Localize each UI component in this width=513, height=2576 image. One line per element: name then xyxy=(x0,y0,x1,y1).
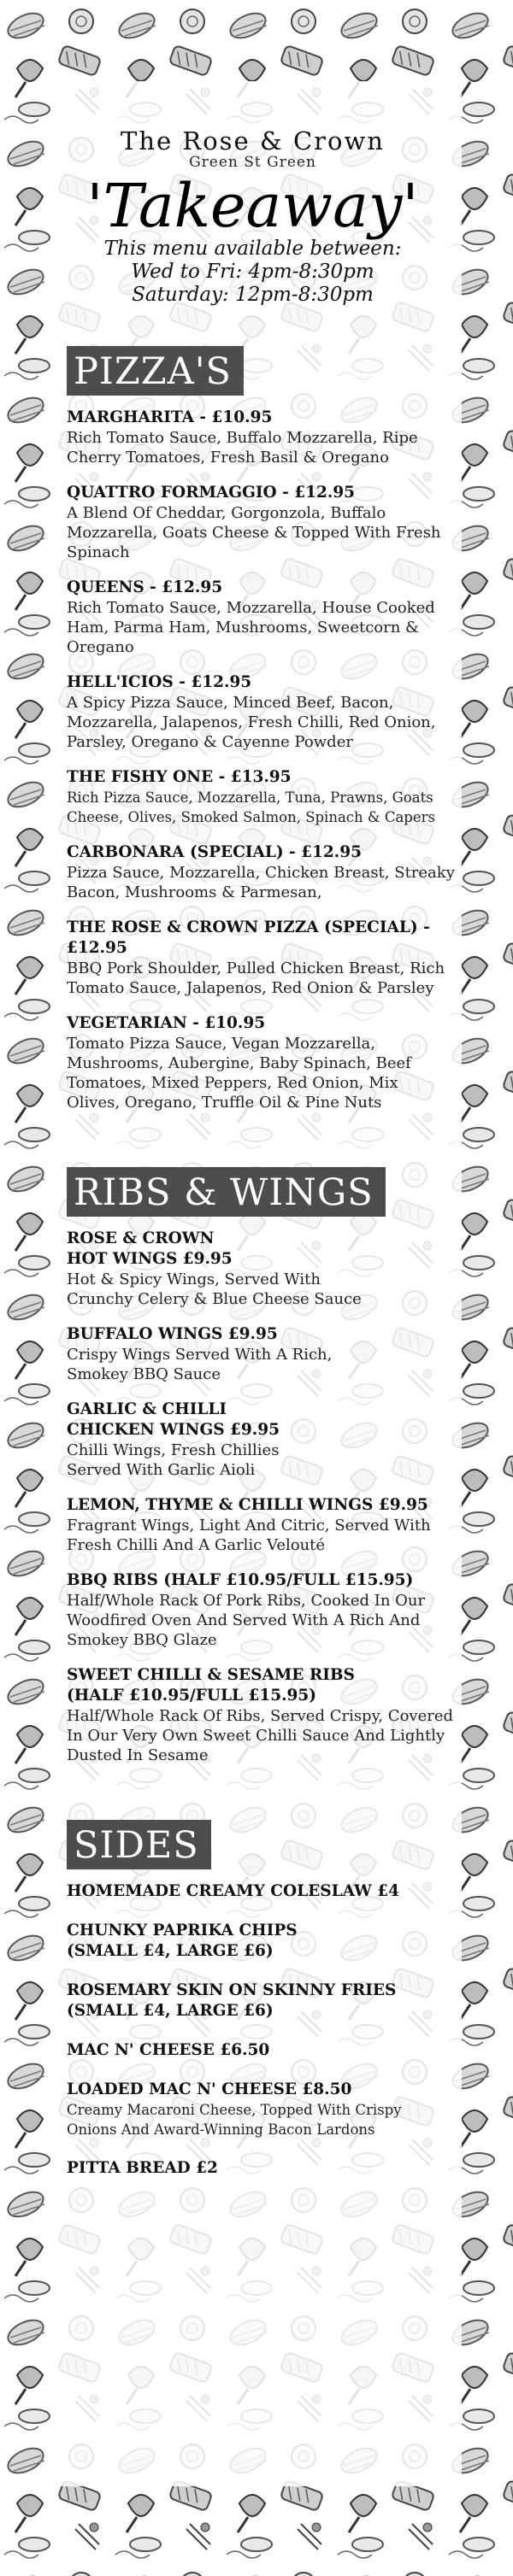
item-name: BUFFALO WINGS £9.95 xyxy=(67,1325,278,1343)
item-name: GARLIC & CHILLI CHICKEN WINGS £9.95 xyxy=(67,1400,280,1439)
menu-item xyxy=(67,1570,456,1650)
section-title: PIZZA'S xyxy=(67,346,244,396)
menu-item xyxy=(67,578,456,657)
menu-item xyxy=(67,1881,456,1902)
item-desc: Fragrant Wings, Light And Citric, Served With Fresh Chilli And A Garlic Velouté xyxy=(67,1517,431,1554)
item-desc: Pizza Sauce, Mozzarella, Chicken Breast, Streaky Bacon, Mushrooms & Parmesan, xyxy=(67,864,455,901)
item-desc: Half/Whole Rack Of Pork Ribs, Cooked In Our Woodfired Oven And Served With A Rich And Smokey BBQ Glaze xyxy=(67,1592,426,1649)
menu-item xyxy=(67,483,456,562)
item-name: THE FISHY ONE - £13.95 xyxy=(67,768,292,786)
item-name: LEMON, THYME & CHILLI WINGS £9.95 xyxy=(67,1496,428,1514)
availability-line: Wed to Fri: 4pm-8:30pm xyxy=(131,261,374,283)
takeaway-title: 'Takeaway' xyxy=(86,171,419,241)
menu-item xyxy=(67,2158,456,2179)
section-title: SIDES xyxy=(67,1820,211,1869)
item-desc: BBQ Pork Shoulder, Pulled Chicken Breast, Rich Tomato Sauce, Jalapenos, Red Onion & Parsley xyxy=(67,959,445,997)
section-pizzas xyxy=(67,307,456,1112)
item-desc: Hot & Spicy Wings, Served With Crunchy Celery & Blue Cheese Sauce xyxy=(67,1270,362,1308)
item-name: THE ROSE & CROWN PIZZA (SPECIAL) - £12.95 xyxy=(67,918,430,957)
menu-list xyxy=(67,1881,456,2179)
item-name: ROSE & CROWN HOT WINGS £9.95 xyxy=(67,1229,233,1268)
item-desc: Chilli Wings, Fresh Chillies Served With Garlic Aioli xyxy=(67,1441,280,1479)
item-name: SWEET CHILLI & SESAME RIBS (HALF £10.95/FULL £15.95) xyxy=(67,1666,355,1705)
venue-name: The Rose & Crown xyxy=(120,126,385,155)
section-title: RIBS & WINGS xyxy=(67,1167,386,1217)
menu-item xyxy=(67,2080,456,2139)
item-name: MAC N' CHEESE £6.50 xyxy=(67,2041,270,2059)
section-sides xyxy=(67,1781,456,2179)
menu-item xyxy=(67,842,456,902)
menu-item xyxy=(67,1324,456,1384)
item-name: CARBONARA (SPECIAL) - £12.95 xyxy=(67,843,362,861)
item-desc: Rich Pizza Sauce, Mozzarella, Tuna, Prawns, Goats Cheese, Olives, Smoked Salmon, Spinach & Capers xyxy=(67,789,435,825)
item-name: HELL'ICIOS - £12.95 xyxy=(67,673,252,691)
menu-item xyxy=(67,767,456,827)
menu-item xyxy=(67,2040,456,2061)
item-name: HOMEMADE CREAMY COLESLAW £4 xyxy=(67,1882,399,1900)
menu-content xyxy=(67,128,456,2198)
menu-item xyxy=(67,1921,456,1962)
item-desc: A Blend Of Cheddar, Gorgonzola, Buffalo Mozzarella, Goats Cheese & Topped With Fresh Spinach xyxy=(67,504,441,561)
menu-item xyxy=(67,1013,456,1112)
menu-list xyxy=(67,1229,456,1765)
menu-item xyxy=(67,1495,456,1555)
item-name: PITTA BREAD £2 xyxy=(67,2159,218,2177)
menu-item xyxy=(67,1399,456,1480)
menu-item xyxy=(67,1980,456,2021)
item-name: MARGHARITA - £10.95 xyxy=(67,408,273,426)
availability-line: Saturday: 12pm-8:30pm xyxy=(132,284,374,306)
menu-item xyxy=(67,918,456,998)
menu-item xyxy=(67,1229,456,1309)
header-block xyxy=(50,128,456,307)
item-name: QUATTRO FORMAGGIO - £12.95 xyxy=(67,484,356,502)
menu-item xyxy=(67,408,456,467)
item-name: CHUNKY PAPRIKA CHIPS (SMALL £4, LARGE £6) xyxy=(67,1922,298,1960)
menu-item xyxy=(67,1665,456,1765)
item-desc: A Spicy Pizza Sauce, Minced Beef, Bacon, Mozzarella, Jalapenos, Fresh Chilli, Red Onion, Parsley, Oregano & Cayenne Powder xyxy=(67,694,436,751)
item-desc: Tomato Pizza Sauce, Vegan Mozzarella, Mushrooms, Aubergine, Baby Spinach, Beef Tomatoes, Mixed Peppers, Red Onion, Mix Olives, Oregano, Truffle Oil & Pine Nuts xyxy=(67,1035,411,1112)
item-name: VEGETARIAN - £10.95 xyxy=(67,1014,266,1032)
item-name: LOADED MAC N' CHEESE £8.50 xyxy=(67,2080,352,2098)
item-desc: Half/Whole Rack Of Ribs, Served Crispy, Covered In Our Very Own Sweet Chilli Sauce And Lightly Dusted In Sesame xyxy=(67,1707,454,1764)
section-ribs-wings xyxy=(67,1128,456,1765)
item-desc: Rich Tomato Sauce, Mozzarella, House Cooked Ham, Parma Ham, Mushrooms, Sweetcorn & Oregano xyxy=(67,599,435,656)
menu-item xyxy=(67,672,456,752)
menu-list xyxy=(67,408,456,1112)
item-desc: Creamy Macaroni Cheese, Topped With Crispy Onions And Award-Winning Bacon Lardons xyxy=(67,2102,402,2138)
item-desc: Crispy Wings Served With A Rich, Smokey BBQ Sauce xyxy=(67,1346,333,1383)
item-name: BBQ RIBS (HALF £10.95/FULL £15.95) xyxy=(67,1571,414,1589)
availability-line: This menu available between: xyxy=(103,238,402,260)
venue-location: Green St Green xyxy=(189,154,316,171)
item-name: QUEENS - £12.95 xyxy=(67,578,223,596)
item-name: ROSEMARY SKIN ON SKINNY FRIES (SMALL £4, LARGE £6) xyxy=(67,1981,397,2020)
item-desc: Rich Tomato Sauce, Buffalo Mozzarella, Ripe Cherry Tomatoes, Fresh Basil & Oregano xyxy=(67,429,418,466)
